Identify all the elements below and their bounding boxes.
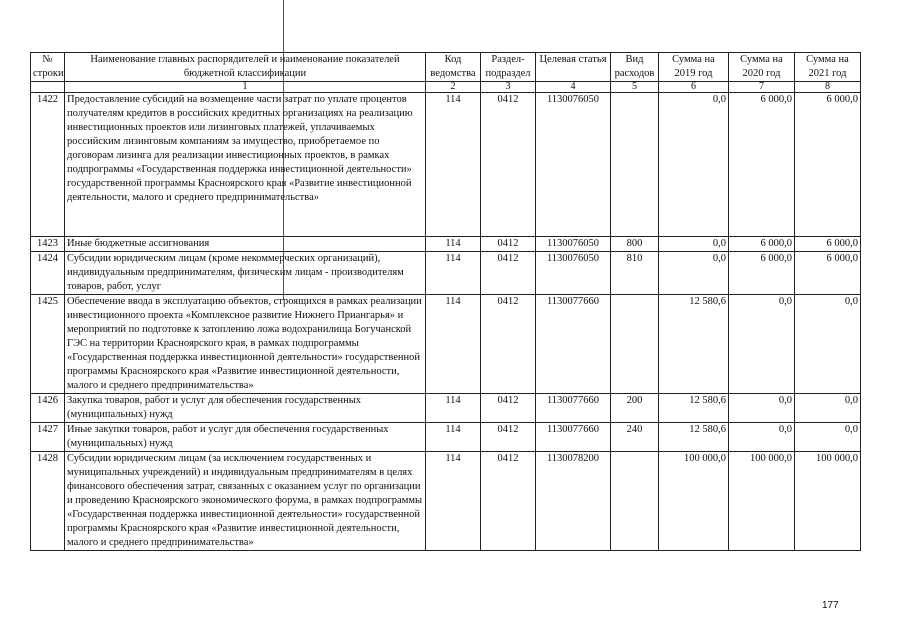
row-2020: 6 000,0: [729, 252, 795, 295]
header-section: Раздел-подраздел: [481, 53, 536, 82]
row-name: Субсидии юридическим лицам (за исключением государственных и муниципальных учреждений) и индивидуальным предпринимателям в целях финансового обеспечения затрат, связанных с оказанием услуг по организации и проведению Красноярского экономического форума, в рамках подпрограммы «Государственная поддержка инвестиционной деятельности» государственной программы Красноярского края «Развитие инвестиционной деятельности, малого и среднего предпринимательства»: [65, 452, 426, 551]
row-num: 1423: [31, 237, 65, 252]
row-section: 0412: [481, 394, 536, 423]
table-row: [31, 237, 861, 252]
row-dept: 114: [426, 237, 481, 252]
row-2021: 100 000,0: [795, 452, 861, 551]
row-dept: 114: [426, 452, 481, 551]
row-name: Иные бюджетные ассигнования: [65, 237, 426, 252]
table-row: [31, 252, 861, 295]
header-name: Наименование главных распорядителей и наименование показателей бюджетной классификации: [65, 53, 426, 82]
row-2020: 0,0: [729, 423, 795, 452]
row-type: [611, 93, 659, 237]
table-row: [31, 423, 861, 452]
row-type: 810: [611, 252, 659, 295]
row-2020: 100 000,0: [729, 452, 795, 551]
row-num: 1426: [31, 394, 65, 423]
row-name: Закупка товаров, работ и услуг для обеспечения государственных (муниципальных) нужд: [65, 394, 426, 423]
table-row: [31, 93, 861, 237]
row-name: Иные закупки товаров, работ и услуг для обеспечения государственных (муниципальных) нужд: [65, 423, 426, 452]
row-2019: 0,0: [659, 93, 729, 237]
table-row: [31, 452, 861, 551]
index-cell: 4: [536, 82, 611, 93]
row-dept: 114: [426, 93, 481, 237]
header-dept: Код ведомства: [426, 53, 481, 82]
row-2019: 100 000,0: [659, 452, 729, 551]
table-row: [31, 295, 861, 394]
row-num: 1422: [31, 93, 65, 237]
row-target: 1130078200: [536, 452, 611, 551]
row-2020: 6 000,0: [729, 93, 795, 237]
row-2019: 0,0: [659, 252, 729, 295]
row-2021: 0,0: [795, 295, 861, 394]
row-2020: 6 000,0: [729, 237, 795, 252]
row-section: 0412: [481, 452, 536, 551]
row-dept: 114: [426, 252, 481, 295]
index-cell: [31, 82, 65, 93]
index-cell: 6: [659, 82, 729, 93]
row-2021: 6 000,0: [795, 93, 861, 237]
row-num: 1425: [31, 295, 65, 394]
header-2020: Сумма на 2020 год: [729, 53, 795, 82]
row-section: 0412: [481, 252, 536, 295]
row-type: [611, 452, 659, 551]
index-cell: 5: [611, 82, 659, 93]
header-2019: Сумма на 2019 год: [659, 53, 729, 82]
index-cell: 8: [795, 82, 861, 93]
header-row: [31, 53, 861, 82]
row-name: Субсидии юридическим лицам (кроме некоммерческих организаций), индивидуальным предпринимателям, физическим лицам - производителям товаров, работ, услуг: [65, 252, 426, 295]
row-section: 0412: [481, 295, 536, 394]
table-row: [31, 394, 861, 423]
row-2019: 12 580,6: [659, 423, 729, 452]
row-2020: 0,0: [729, 295, 795, 394]
row-type: 800: [611, 237, 659, 252]
row-name: Обеспечение ввода в эксплуатацию объектов, строящихся в рамках реализации инвестиционного проекта «Комплексное развитие Нижнего Приангарья» и мероприятий по подготовке к затоплению ложа водохранилища Богучанской ГЭС на территории Красноярского края, в рамках подпрограммы «Государственная поддержка инвестиционной деятельности» государственной программы Красноярского края «Развитие инвестиционной деятельности, малого и среднего предпринимательства»: [65, 295, 426, 394]
index-cell: 1: [65, 82, 426, 93]
index-cell: 7: [729, 82, 795, 93]
row-dept: 114: [426, 423, 481, 452]
row-type: 240: [611, 423, 659, 452]
header-type: Вид расходов: [611, 53, 659, 82]
index-cell: 2: [426, 82, 481, 93]
row-target: 1130076050: [536, 93, 611, 237]
row-2019: 12 580,6: [659, 394, 729, 423]
row-type: [611, 295, 659, 394]
index-row: [31, 82, 861, 93]
header-target: Целевая статья: [536, 53, 611, 82]
row-name: Предоставление субсидий на возмещение части затрат по уплате процентов получателям кредитов в российских кредитных организациях на реализацию инвестиционных проектов или лизинговых платежей, уплачиваемых российским лизинговым компаниям за имущество, приобретаемое по договорам лизинга для реализации инвестиционных проектов, в рамках подпрограммы «Государственная поддержка инвестиционной деятельности» государственной программы Красноярского края «Развитие инвестиционной деятельности, малого и среднего предпринимательства»: [65, 93, 426, 237]
row-dept: 114: [426, 394, 481, 423]
row-num: 1428: [31, 452, 65, 551]
row-target: 1130077660: [536, 394, 611, 423]
row-2021: 6 000,0: [795, 237, 861, 252]
row-2021: 0,0: [795, 423, 861, 452]
row-num: 1424: [31, 252, 65, 295]
row-section: 0412: [481, 423, 536, 452]
header-num: № строки: [31, 53, 65, 82]
row-target: 1130076050: [536, 252, 611, 295]
row-2021: 0,0: [795, 394, 861, 423]
row-2019: 12 580,6: [659, 295, 729, 394]
header-2021: Сумма на 2021 год: [795, 53, 861, 82]
index-cell: 3: [481, 82, 536, 93]
page-number: 177: [822, 600, 839, 611]
row-type: 200: [611, 394, 659, 423]
row-2019: 0,0: [659, 237, 729, 252]
row-2021: 6 000,0: [795, 252, 861, 295]
budget-table: [30, 52, 861, 551]
row-dept: 114: [426, 295, 481, 394]
row-target: 1130077660: [536, 295, 611, 394]
row-2020: 0,0: [729, 394, 795, 423]
row-section: 0412: [481, 93, 536, 237]
row-section: 0412: [481, 237, 536, 252]
row-num: 1427: [31, 423, 65, 452]
row-target: 1130077660: [536, 423, 611, 452]
row-target: 1130076050: [536, 237, 611, 252]
